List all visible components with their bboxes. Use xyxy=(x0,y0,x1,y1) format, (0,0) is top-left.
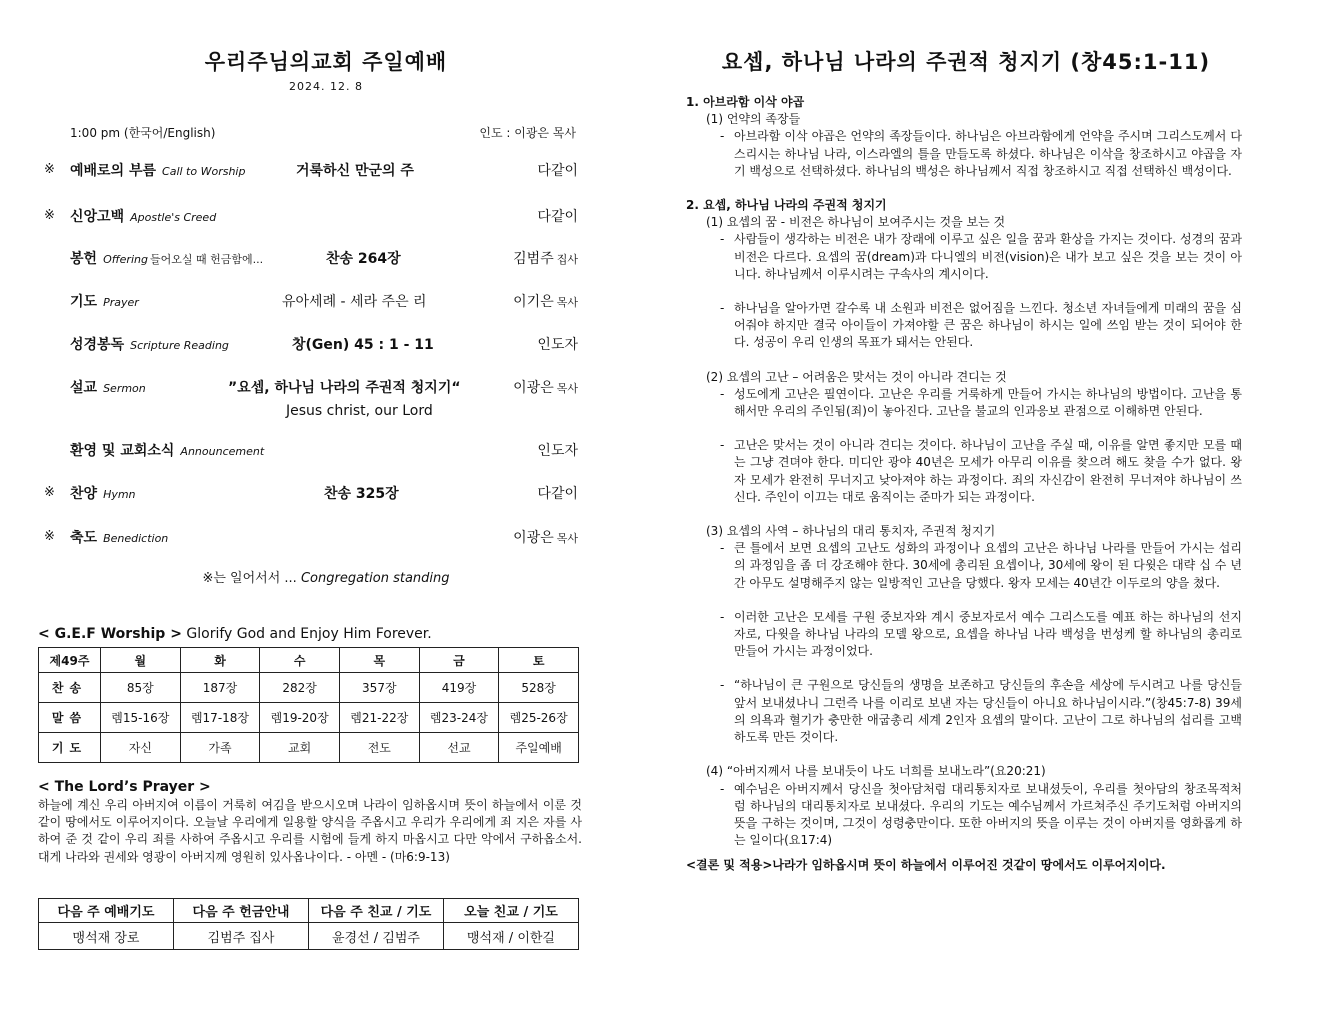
outline-bullet: - 아브라함 이삭 야곱은 언약의 족장들이다. 하나님은 아브라함에게 언약을 주시며 그리스도께서 다스리시는 하나님 나라, 이스라엘의 틀을 만들도록 하셨다. 하나님은 이삭을 창조하시고 야곱을 자기 백성으로 선택하셨다. 하나님의 백성은 하나님께서 직접 창조하시고 직접 선택하신 백성이다. xyxy=(720,129,1242,178)
bulletin-title: 우리주님의교회 주일예배 xyxy=(204,50,448,74)
order-item-person: 다같이 xyxy=(537,163,578,179)
subsection-heading: (1) 언약의 족장들 xyxy=(706,112,801,127)
order-item-person: 이광은 목사 xyxy=(513,380,578,396)
table-header-cell: 토 xyxy=(499,648,579,673)
order-item-name: 기도 Prayer xyxy=(70,294,139,310)
order-item-sermon xyxy=(38,377,580,401)
table-header-cell: 월 xyxy=(101,648,181,673)
table-cell: 주일예배 xyxy=(499,733,579,763)
order-item-name: 축도 Benediction xyxy=(70,530,169,546)
order-item-content: 유아세례 - 세라 주은 리 xyxy=(282,294,427,310)
order-item-person: 인도자 xyxy=(537,443,578,459)
order-item-offering xyxy=(38,248,580,272)
order-item-content: 찬송 264장 xyxy=(326,251,401,267)
order-item-person: 다같이 xyxy=(537,486,578,502)
table-cell: 자신 xyxy=(101,733,181,763)
table-cell: 가족 xyxy=(180,733,260,763)
table-header-cell: 다음 주 친교 / 기도 xyxy=(309,899,444,923)
subsection-heading: (4) “아버지께서 나를 보내듯이 나도 너희를 보내노라”(요20:21) xyxy=(706,764,1046,779)
table-header-cell: 다음 주 헌금안내 xyxy=(174,899,309,923)
service-date: 2024. 12. 8 xyxy=(289,80,363,93)
table-cell: 렘15-16장 xyxy=(101,703,181,733)
sermon-conclusion: <결론 및 적용>나라가 임하옵시며 뜻이 하늘에서 이루어진 것같이 땅에서도 이루어지이다. xyxy=(686,858,1166,873)
standing-mark: ※ xyxy=(44,162,55,177)
section-heading: 2. 요셉, 하나님 나라의 주권적 청지기 xyxy=(686,198,887,213)
subsection-heading: (2) 요셉의 고난 – 어려움은 맞서는 것이 아니라 견디는 것 xyxy=(706,369,1007,384)
table-cell: 선교 xyxy=(419,733,499,763)
sermon-notes-title: 요셉, 하나님 나라의 주권적 청지기 (창45:1-11) xyxy=(721,50,1211,74)
outline-bullet: - 하나님을 알아가면 갈수록 내 소원과 비전은 없어짐을 느낀다. 청소년 자녀들에게 미래의 꿈을 심어줘야 하지만 결국 아이들이 가져야할 큰 꿈은 하나님이 하시는 일에 쓰임 받는 것이 되어야 한다. 성공이 우리 인생의 목표가 돼서는 안된다. xyxy=(720,301,1242,350)
lords-prayer-title: < The Lord’s Prayer > xyxy=(38,779,211,795)
table-cell: 357장 xyxy=(339,673,419,703)
order-item-benediction xyxy=(38,527,580,551)
sermon-outline xyxy=(686,94,1242,875)
table-cell: 렘21-22장 xyxy=(339,703,419,733)
order-item-person: 인도자 xyxy=(537,337,578,353)
order-item-content: 창(Gen) 45 : 1 - 11 xyxy=(292,337,434,353)
table-cell: 85장 xyxy=(101,673,181,703)
order-item-creed xyxy=(38,206,580,230)
table-cell: 렘19-20장 xyxy=(260,703,340,733)
table-cell: 렘23-24장 xyxy=(419,703,499,733)
table-cell: 전도 xyxy=(339,733,419,763)
table-row-label: 말씀 xyxy=(39,703,101,733)
order-item-person: 이기은 목사 xyxy=(513,294,578,310)
standing-mark: ※ xyxy=(44,529,55,544)
outline-bullet: - 이러한 고난은 모세를 구원 중보자와 계시 중보자로서 예수 그리스도를 예표 하는 하나님의 선지자로, 다윗을 하나님 나라의 모델 왕으로, 요셉을 하나님 나라 백성을 번성케 할 하나님의 총리로 만들어 가시는 과정이었다. xyxy=(720,609,1242,659)
table-header-cell: 화 xyxy=(180,648,260,673)
table-row xyxy=(39,923,579,950)
order-item-name: 성경봉독 Scripture Reading xyxy=(70,337,229,353)
standing-note: ※는 일어서서 ... Congregation standing xyxy=(202,571,450,586)
table-header-cell: 다음 주 예배기도 xyxy=(39,899,174,923)
order-item-prayer xyxy=(38,291,580,315)
weekly-schedule-table xyxy=(38,647,579,763)
service-time: 1:00 pm (한국어/English) xyxy=(70,126,216,140)
table-cell: 맹석재 / 이한길 xyxy=(444,923,579,950)
order-item-content: 거룩하신 만군의 주 xyxy=(296,163,414,179)
table-cell: 렘17-18장 xyxy=(180,703,260,733)
order-item-call-to-worship xyxy=(38,160,580,184)
gef-worship-title: < G.E.F Worship > Glorify God and Enjoy Him Forever. xyxy=(38,626,432,642)
outline-bullet: - 큰 틀에서 보면 요셉의 고난도 성화의 과정이나 요셉의 고난은 하나님 나라를 만들어 가시는 섭리의 과정임을 좀 더 강조해야 한다. 30세에 총리된 요셉이나, 30세에 왕이 된 다윗은 대략 십 수 년간 아무도 설명해주지 않는 일방적인 고난을 당했다. 왕자 모세는 40년간 이두로의 양을 쳤다. xyxy=(720,541,1242,590)
service-leader: 인도 : 이광은 목사 xyxy=(479,126,576,140)
order-item-person: 다같이 xyxy=(537,209,578,225)
order-item-person: 김범주 집사 xyxy=(513,251,578,267)
order-item-announcement xyxy=(38,440,580,464)
table-cell: 419장 xyxy=(419,673,499,703)
table-header-cell: 수 xyxy=(260,648,340,673)
order-item-name: 예배로의 부름 Call to Worship xyxy=(70,163,246,179)
order-item-name: 신앙고백 Apostle's Creed xyxy=(70,209,217,225)
table-header-cell: 제49주 xyxy=(39,648,101,673)
table-header-row xyxy=(39,899,579,923)
section-heading: 1. 아브라함 이삭 야곱 xyxy=(686,95,805,109)
order-item-scripture xyxy=(38,334,580,358)
bulletin-left-page xyxy=(38,0,580,1020)
table-row xyxy=(39,733,579,763)
order-item-name: 찬양 Hymn xyxy=(70,486,136,502)
outline-bullet: - 고난은 맞서는 것이 아니라 견디는 것이다. 하나님이 고난을 주실 때, 이유를 알면 좋지만 모를 때는 그냥 견뎌야 한다. 미디안 광야 40년은 모세가 아무리 이유를 찾으려 해도 찾을 수가 없다. 왕자 모세가 완전히 무너지고 낮아져야 하는 과정이다. 죄의 자신감이 완전히 무너져야 하나님이 쓰신다. 주인이 이끄는 대로 움직이는 준마가 되는 과정이다. xyxy=(720,438,1242,504)
table-row xyxy=(39,673,579,703)
order-item-hymn xyxy=(38,483,580,507)
sermon-title: ”요셉, 하나님 나라의 주권적 청지기“ xyxy=(228,380,461,396)
order-item-person: 이광은 목사 xyxy=(513,530,578,546)
outline-bullet: - 예수님은 아버지께서 당신을 첫아담처럼 대리통치자로 보내셨듯이, 우리를 첫아담의 창조목적처럼 하나님의 대리통치자로 보내셨다. 우리의 기도는 예수님께서 가르쳐주신 주기도처럼 아버지의 뜻을 구하는 것이며, 그것이 성령충만이다. 또한 아버지의 뜻을 이루는 것이 아버지를 영화롭게 하는 일이다(요17:4) xyxy=(720,781,1242,848)
order-item-name: 설교 Sermon xyxy=(70,380,146,396)
table-cell: 528장 xyxy=(499,673,579,703)
table-row-label: 찬송 xyxy=(39,673,101,703)
table-cell: 교회 xyxy=(260,733,340,763)
outline-bullet: - 사람들이 생각하는 비전은 내가 장래에 이루고 싶은 일을 꿈과 환상을 가지는 것이다. 성경의 꿈과 비전은 다르다. 요셉의 꿈(dream)과 다니엘의 비전(vision)은 내가 보고 싶은 것을 보는 것이 아니다. 하나님께서 이루시려는 구속사의 계시이다. xyxy=(720,232,1242,281)
table-row xyxy=(39,703,579,733)
sermon-subtitle: Jesus christ, our Lord xyxy=(286,403,433,419)
sermon-notes-page xyxy=(686,0,1246,1020)
subsection-heading: (1) 요셉의 꿈 - 비전은 하나님이 보여주시는 것을 보는 것 xyxy=(706,215,1006,230)
table-cell: 렘25-26장 xyxy=(499,703,579,733)
table-cell: 맹석재 장로 xyxy=(39,923,174,950)
table-cell: 김범주 집사 xyxy=(174,923,309,950)
outline-bullet: - “하나님이 큰 구원으로 당신들의 생명을 보존하고 당신들의 후손을 세상에 두시려고 나를 당신들 앞서 보내셨나니 그런즉 나를 이리로 보낸 자는 당신들이 아니요 하나님이시라.”(창45:7-8) 39세의 의욕과 혈기가 충만한 애굽총리 세계 2인자 요셉의 말이다. 고난이 그로 하나님의 섭리를 고백하도록 만든 것이다. xyxy=(720,678,1242,745)
table-cell: 187장 xyxy=(180,673,260,703)
subsection-heading: (3) 요셉의 사역 – 하나님의 대리 통치자, 주권적 청지기 xyxy=(706,524,996,539)
outline-bullet: - 성도에게 고난은 필연이다. 고난은 우리를 거룩하게 만들어 가시는 하나님의 방법이다. 고난을 통해서만 우리의 주인됨(죄)이 놓아진다. 고난을 불교의 인과응보 관점으로 이해하면 안된다. xyxy=(720,386,1242,419)
order-item-name: 봉헌 Offering 들어오실 때 헌금함에... xyxy=(70,251,264,267)
table-header-cell: 금 xyxy=(419,648,499,673)
table-cell: 윤경선 / 김범주 xyxy=(309,923,444,950)
table-header-cell: 오늘 친교 / 기도 xyxy=(444,899,579,923)
duty-table xyxy=(38,898,579,950)
table-cell: 282장 xyxy=(260,673,340,703)
table-row-label: 기도 xyxy=(39,733,101,763)
lords-prayer-text: 하늘에 계신 우리 아버지여 이름이 거룩히 여김을 받으시오며 나라이 임하옵시며 뜻이 하늘에서 이룬 것 같이 땅에서도 이루어지이다. 오늘날 우리에게 일용할 양식을 주옵시고 우리가 우리에게 죄 지은 자를 사하여 준 것 같이 우리 죄를 사하여 주옵시고 우리를 시험에 들게 하지 마옵시고 다만 악에서 구하옵소서. 대게 나라와 권세와 영광이 아버지께 영원히 있사옵나이다. - 아멘 - (마6:9-13) xyxy=(38,798,582,864)
standing-mark: ※ xyxy=(44,208,55,223)
order-item-name: 환영 및 교회소식 Announcement xyxy=(70,443,265,459)
table-header-row xyxy=(39,648,579,673)
table-header-cell: 목 xyxy=(339,648,419,673)
order-item-content: 찬송 325장 xyxy=(324,486,399,502)
standing-mark: ※ xyxy=(44,485,55,500)
